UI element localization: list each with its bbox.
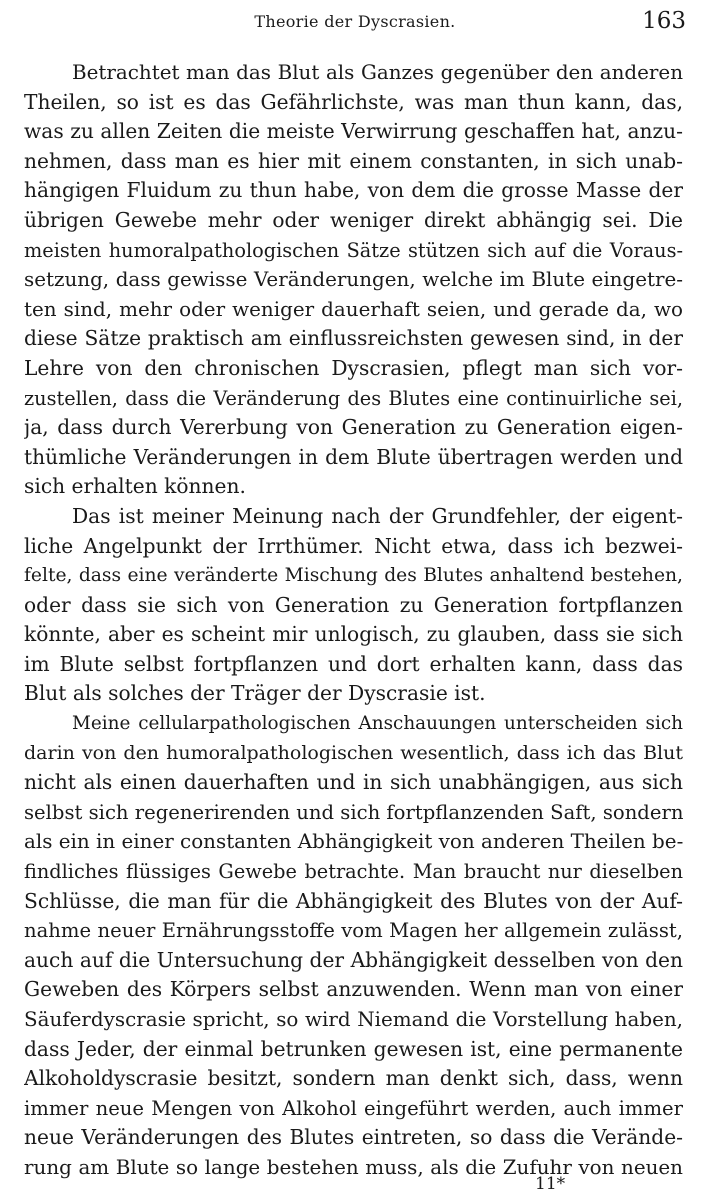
text-line: auch auf die Untersuchung der Abhängigkeit desselben von den — [24, 947, 683, 972]
text-line: ja, dass durch Vererbung von Generation zu Generation eigen- — [24, 415, 683, 440]
text-line: hängigen Fluidum zu thun habe, von dem die grosse Masse der — [24, 178, 683, 203]
body-text — [24, 58, 683, 1183]
text-line: ten sind, mehr oder weniger dauerhaft seien, und gerade da, wo — [24, 297, 683, 321]
text-line: was zu allen Zeiten die meiste Verwirrung geschaffen hat, anzu- — [24, 119, 683, 144]
text-line: nahme neuer Ernährungsstoffe vom Magen her allgemein zulässt, — [24, 919, 683, 943]
text-line: Das ist meiner Meinung nach der Grundfehler, der eigent- — [72, 503, 683, 528]
text-line: nicht als einen dauerhaften und in sich unabhängigen, aus sich — [24, 770, 683, 795]
text-line: Geweben des Körpers selbst anzuwenden. Wenn man von einer — [24, 977, 683, 1002]
text-line: dass Jeder, der einmal betrunken gewesen ist, eine permanente — [24, 1036, 683, 1061]
text-line: Theilen, so ist es das Gefährlichste, was man thun kann, das, — [24, 89, 683, 114]
text-line: neue Veränderungen des Blutes eintreten, so dass die Verände- — [24, 1125, 683, 1150]
text-line: setzung, dass gewisse Veränderungen, welche im Blute eingetre- — [24, 268, 683, 292]
text-line: Betrachtet man das Blut als Ganzes gegenüber den anderen — [72, 61, 683, 84]
text-line: meisten humoralpathologischen Sätze stützen sich auf die Voraus- — [24, 238, 683, 262]
text-line: Blut als solches der Träger der Dyscrasie ist. — [24, 681, 486, 706]
text-line: darin von den humoralpathologischen wesentlich, dass ich das Blut — [24, 741, 683, 764]
text-line: thümliche Veränderungen in dem Blute übertragen werden und — [24, 444, 683, 469]
text-line: findliches flüssiges Gewebe betrachte. Man braucht nur dieselben — [24, 860, 683, 884]
text-line: oder dass sie sich von Generation zu Generation fortpflanzen — [24, 592, 683, 617]
text-line: Schlüsse, die man für die Abhängigkeit des Blutes von der Auf- — [24, 888, 683, 913]
text-line: immer neue Mengen von Alkohol eingeführt werden, auch immer — [24, 1096, 683, 1120]
text-line: liche Angelpunkt der Irrthümer. Nicht etwa, dass ich bezwei- — [24, 533, 683, 558]
running-title: Theorie der Dyscrasien. — [254, 12, 456, 31]
text-line: sich erhalten können. — [24, 474, 246, 499]
text-line: als ein in einer constanten Abhängigkeit von anderen Theilen be- — [24, 830, 683, 854]
text-line: selbst sich regenerirenden und sich fortpflanzenden Saft, sondern — [24, 800, 683, 824]
text-line: Alkoholdyscrasie besitzt, sondern man denkt sich, dass, wenn — [24, 1066, 683, 1091]
text-line: felte, dass eine veränderte Mischung des Blutes anhaltend bestehen, — [24, 565, 683, 587]
text-line: zustellen, dass die Veränderung des Blutes eine continuirliche sei, — [24, 386, 683, 410]
text-line: rung am Blute so lange bestehen muss, als die Zufuhr von neuen — [24, 1155, 683, 1179]
text-line: Meine cellularpathologischen Anschauungen unterscheiden sich — [72, 713, 683, 735]
text-line: übrigen Gewebe mehr oder weniger direkt abhängig sei. Die — [24, 207, 683, 232]
text-line: könnte, aber es scheint mir unlogisch, zu glauben, dass sie sich — [24, 622, 683, 647]
signature-mark: 11* — [535, 1174, 566, 1194]
page-number: 163 — [642, 8, 686, 34]
text-line: Lehre von den chronischen Dyscrasien, pflegt man sich vor- — [24, 355, 683, 380]
text-line: Säuferdyscrasie spricht, so wird Niemand die Vorstellung haben, — [24, 1008, 683, 1031]
text-line: diese Sätze praktisch am einflussreichsten gewesen sind, in der — [24, 326, 683, 351]
text-line: im Blute selbst fortpflanzen und dort erhalten kann, dass das — [24, 651, 683, 676]
text-line: nehmen, dass man es hier mit einem constanten, in sich unab- — [24, 148, 683, 173]
running-head — [24, 8, 686, 44]
